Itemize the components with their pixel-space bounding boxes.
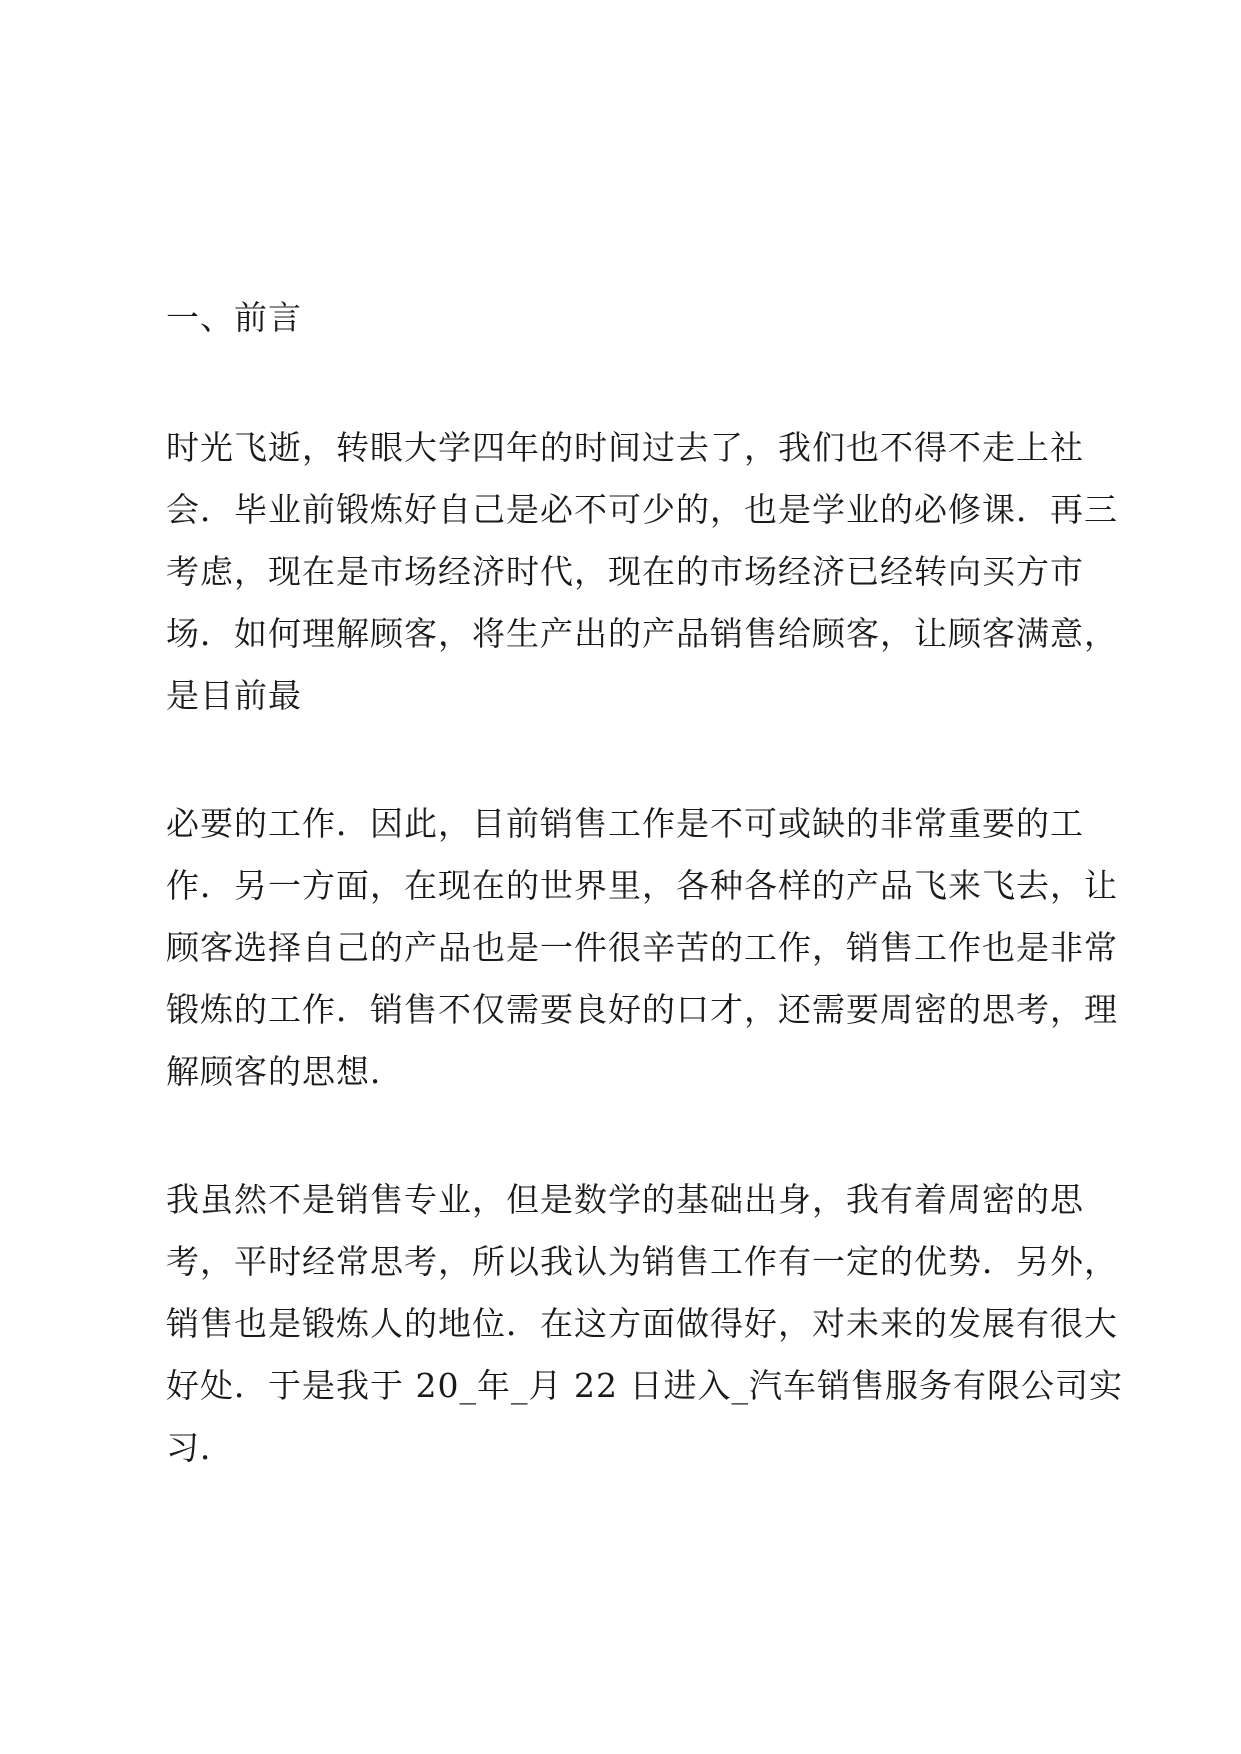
section-heading: 一、前言 xyxy=(166,298,302,337)
paragraph-line: 解顾客的思想． xyxy=(166,1052,404,1091)
paragraph-line: 作．另一方面，在现在的世界里，各种各样的产品飞来飞去，让 xyxy=(166,866,1118,905)
paragraph-line: 我虽然不是销售专业，但是数学的基础出身，我有着周密的思 xyxy=(166,1180,1084,1219)
paragraph-line: 考，平时经常思考，所以我认为销售工作有一定的优势．另外， xyxy=(166,1242,1118,1281)
paragraph-line: 必要的工作．因此，目前销售工作是不可或缺的非常重要的工 xyxy=(166,804,1084,843)
paragraph-line: 是目前最 xyxy=(166,676,302,715)
paragraph-line: 锻炼的工作．销售不仅需要良好的口才，还需要周密的思考，理 xyxy=(166,990,1118,1029)
paragraph-line: 习． xyxy=(166,1428,234,1467)
paragraph-line: 时光飞逝，转眼大学四年的时间过去了，我们也不得不走上社 xyxy=(166,428,1084,467)
paragraph-line: 好处．于是我于 20_年_月 22 日进入_汽车销售服务有限公司实 xyxy=(166,1366,1123,1405)
paragraph-line: 场．如何理解顾客，将生产出的产品销售给顾客，让顾客满意， xyxy=(166,614,1118,653)
paragraph-line: 会．毕业前锻炼好自己是必不可少的，也是学业的必修课．再三 xyxy=(166,490,1118,529)
paragraph-line: 考虑，现在是市场经济时代，现在的市场经济已经转向买方市 xyxy=(166,552,1084,591)
paragraph-line: 顾客选择自己的产品也是一件很辛苦的工作，销售工作也是非常 xyxy=(166,928,1118,967)
paragraph-line: 销售也是锻炼人的地位．在这方面做得好，对未来的发展有很大 xyxy=(166,1304,1118,1343)
